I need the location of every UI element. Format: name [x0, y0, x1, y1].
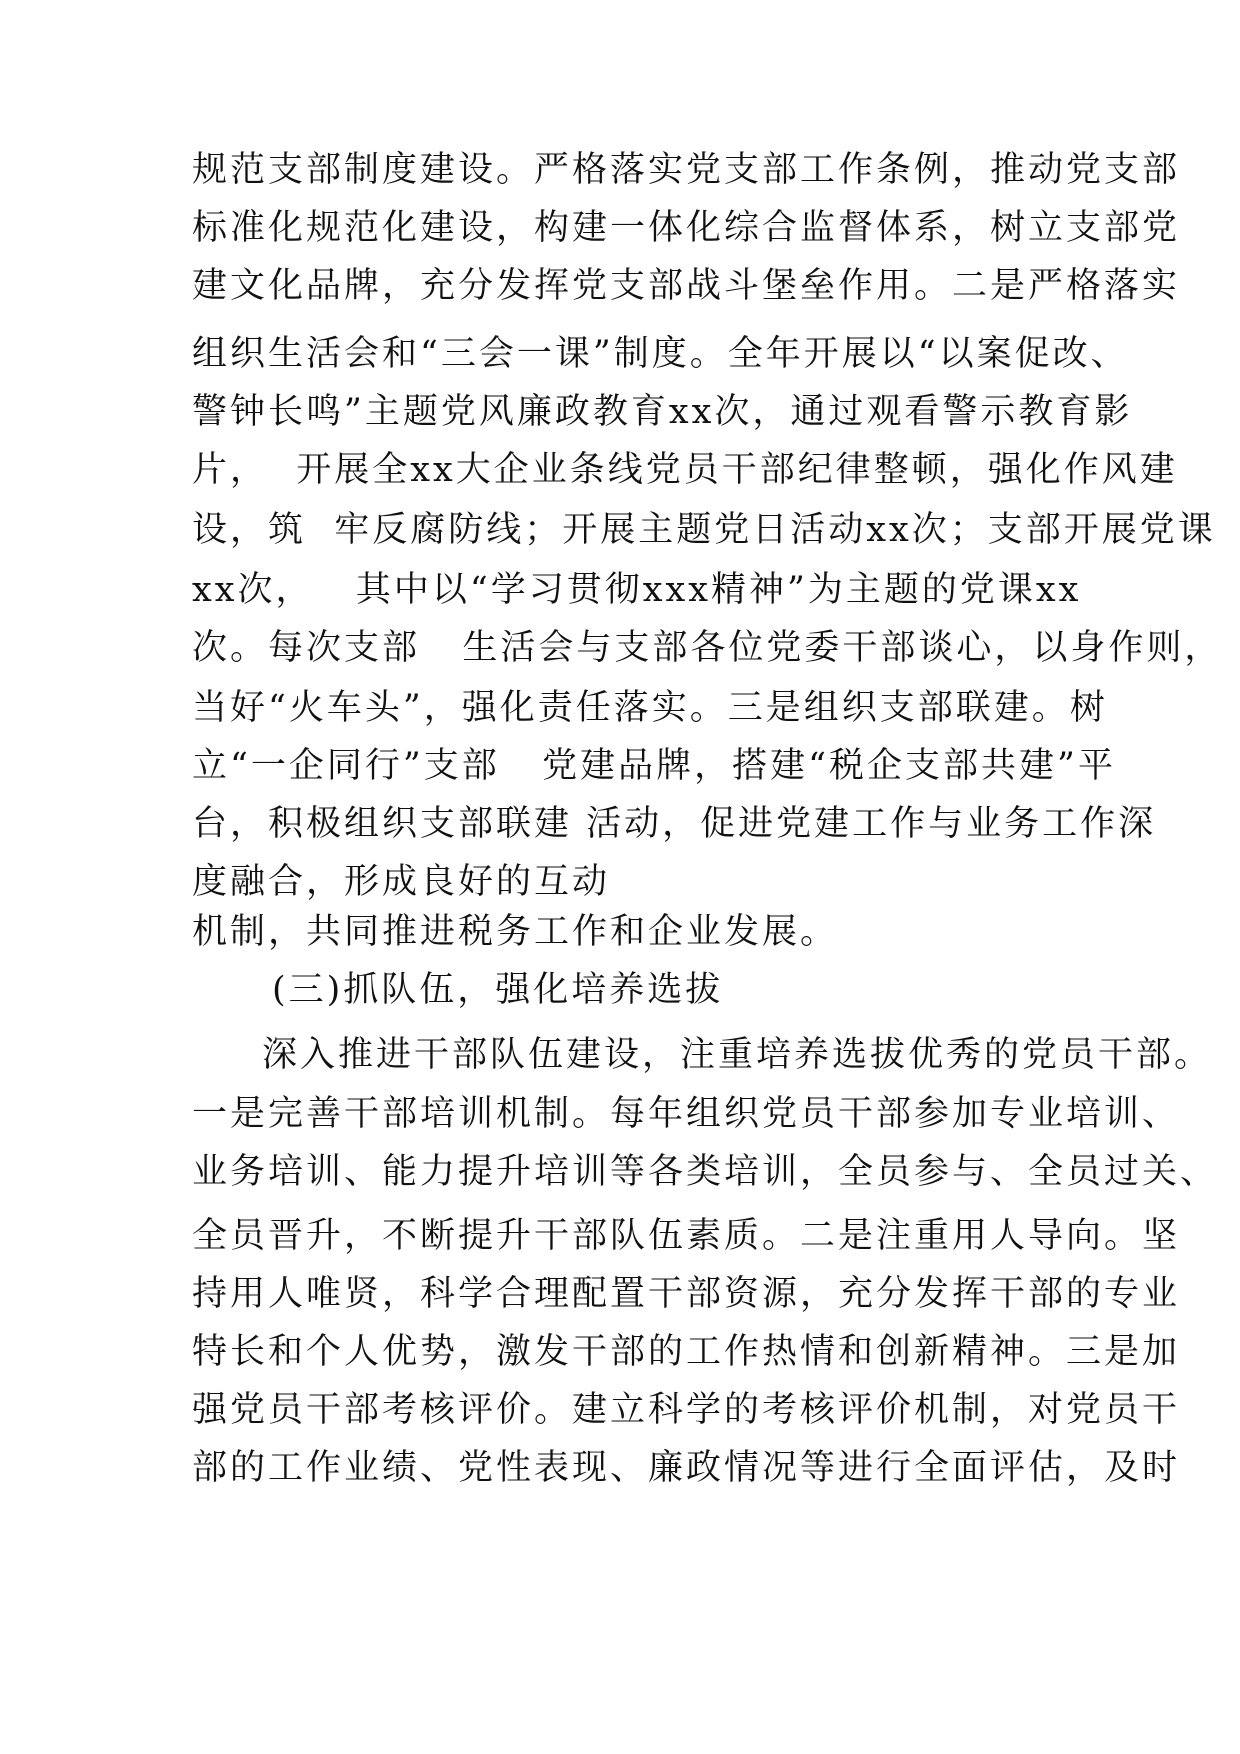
text-line: 当好“火车头”，强化责任落实。三是组织支部联建。树 [192, 688, 1108, 728]
text-line: 建文化品牌，充分发挥党支部战斗堡垒作用。二是严格落实 [192, 266, 1181, 306]
section-heading: (三)抓队伍，强化培养选拔 [272, 970, 724, 1010]
text-line: 一是完善干部培训机制。每年组织党员干部参加专业培训、 [192, 1094, 1181, 1134]
text-line: 片， 开展全xx大企业条线党员干部纪律整顿，强化作风建 [192, 450, 1178, 490]
text-line: 次。每次支部 生活会与支部各位党委干部谈心，以身作则， [192, 628, 1223, 668]
text-line: 警钟长鸣”主题党风廉政教育xx次，通过观看警示教育影 [192, 392, 1133, 432]
text-line: 深入推进干部队伍建设，注重培养选拔优秀的党员干部。 [262, 1035, 1213, 1075]
text-line: 全员晋升，不断提升干部队伍素质。二是注重用人导向。坚 [192, 1216, 1181, 1256]
text-line: 组织生活会和“三会一课”制度。全年开展以“以案促改、 [192, 334, 1129, 374]
text-line: 度融合，形成良好的互动 [192, 862, 611, 902]
text-line: 持用人唯贤，科学合理配置干部资源，充分发挥干部的专业 [192, 1274, 1181, 1314]
text-line: 规范支部制度建设。严格落实党支部工作条例，推动党支部 [192, 150, 1181, 190]
text-line: 设，筑 牢反腐防线；开展主题党日活动xx次；支部开展党课 [192, 510, 1216, 550]
text-line: 标准化规范化建设，构建一体化综合监督体系，树立支部党 [192, 208, 1181, 248]
text-line: xx次， 其中以“学习贯彻xxx精神”为主题的党课xx [192, 570, 1082, 610]
text-line: 特长和个人优势，激发干部的工作热情和创新精神。三是加 [192, 1332, 1181, 1372]
text-line: 立“一企同行”支部 党建品牌，搭建“税企支部共建”平 [192, 746, 1116, 786]
text-line: 台，积极组织支部联建 活动，促进党建工作与业务工作深 [192, 804, 1157, 844]
text-line: 业务培训、能力提升培训等各类培训，全员参与、全员过关、 [192, 1152, 1219, 1192]
text-line: 强党员干部考核评价。建立科学的考核评价机制，对党员干 [192, 1390, 1181, 1430]
text-line: 部的工作业绩、党性表现、廉政情况等进行全面评估，及时 [192, 1448, 1181, 1488]
text-line: 机制，共同推进税务工作和企业发展。 [192, 912, 839, 952]
